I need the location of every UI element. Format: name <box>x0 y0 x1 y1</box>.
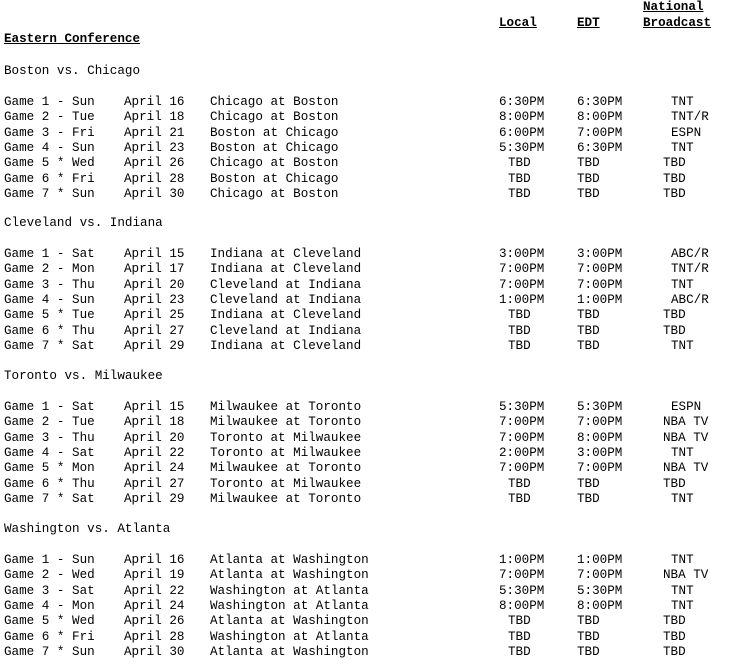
edt-time: 8:00PM <box>577 110 623 125</box>
local-time: TBD <box>508 644 531 659</box>
game-date: April 15 <box>124 247 185 261</box>
game-number: Game 5 * Wed <box>4 156 95 171</box>
edt-time: TBD <box>577 323 600 338</box>
broadcast: NBA TV <box>663 430 709 445</box>
game-date: April 21 <box>124 125 185 140</box>
local-time: 8:00PM <box>499 110 545 125</box>
game-number: Game 6 * Thu <box>4 476 95 491</box>
local-header: Local <box>499 16 537 30</box>
local-time: 6:00PM <box>499 125 545 140</box>
local-time: 3:00PM <box>499 247 545 261</box>
local-time: 6:30PM <box>499 95 545 109</box>
edt-time: 7:00PM <box>577 125 623 140</box>
game-number: Game 3 - Thu <box>4 430 95 445</box>
local-time: TBD <box>508 614 531 629</box>
local-time: 5:30PM <box>499 583 545 598</box>
game-matchup: Toronto at Milwaukee <box>210 445 362 460</box>
game-date: April 18 <box>124 110 185 125</box>
game-matchup: Cleveland at Indiana <box>210 292 362 307</box>
game-matchup: Indiana at Cleveland <box>210 262 362 277</box>
broadcast: NBA TV <box>663 461 709 476</box>
game-number: Game 4 - Sat <box>4 445 95 460</box>
edt-time: TBD <box>577 186 600 201</box>
game-date: April 29 <box>124 338 185 353</box>
edt-time: TBD <box>577 644 600 659</box>
game-matchup: Cleveland at Indiana <box>210 277 362 292</box>
edt-time: TBD <box>577 476 600 491</box>
game-date: April 22 <box>124 583 185 598</box>
series-title: Boston vs. Chicago <box>4 64 141 78</box>
game-number: Game 1 - Sun <box>4 553 95 567</box>
game-date: April 27 <box>124 323 185 338</box>
game-number: Game 2 - Wed <box>4 568 95 583</box>
broadcast: TBD <box>663 476 686 491</box>
local-time: 2:00PM <box>499 445 545 460</box>
game-date: April 17 <box>124 262 185 277</box>
game-number: Game 4 - Sun <box>4 292 95 307</box>
local-time: TBD <box>508 186 531 201</box>
game-number: Game 7 * Sun <box>4 644 95 659</box>
game-date: April 25 <box>124 308 185 323</box>
local-time: TBD <box>508 338 531 353</box>
edt-time: 5:30PM <box>577 583 623 598</box>
game-date: April 18 <box>124 415 185 430</box>
edt-time: TBD <box>577 308 600 323</box>
game-matchup: Atlanta at Washington <box>210 568 369 583</box>
game-number: Game 1 - Sun <box>4 95 95 109</box>
game-matchup: Chicago at Boston <box>210 95 339 109</box>
edt-time: TBD <box>577 171 600 186</box>
national-header-line1: National <box>643 0 704 14</box>
game-date: April 23 <box>124 292 185 307</box>
game-date: April 26 <box>124 614 185 629</box>
game-number: Game 1 - Sat <box>4 247 95 261</box>
game-number: Game 3 - Thu <box>4 277 95 292</box>
game-date: April 30 <box>124 186 185 201</box>
local-time: 8:00PM <box>499 598 545 613</box>
series-title: Washington vs. Atlanta <box>4 522 171 536</box>
broadcast: TBD <box>663 156 686 171</box>
edt-time: 3:00PM <box>577 247 623 261</box>
game-matchup: Atlanta at Washington <box>210 644 369 659</box>
broadcast: TNT <box>671 598 694 613</box>
game-number: Game 6 * Fri <box>4 171 95 186</box>
broadcast: NBA TV <box>663 568 709 583</box>
game-number: Game 6 * Thu <box>4 323 95 338</box>
game-date: April 15 <box>124 400 185 414</box>
local-time: TBD <box>508 323 531 338</box>
edt-time: TBD <box>577 156 600 171</box>
broadcast: ESPN <box>671 125 702 140</box>
game-date: April 16 <box>124 95 185 109</box>
local-time: 1:00PM <box>499 553 545 567</box>
game-matchup: Washington at Atlanta <box>210 598 369 613</box>
game-matchup: Indiana at Cleveland <box>210 247 362 261</box>
game-number: Game 6 * Fri <box>4 629 95 644</box>
edt-time: 7:00PM <box>577 415 623 430</box>
edt-time: 1:00PM <box>577 292 623 307</box>
game-date: April 22 <box>124 445 185 460</box>
game-date: April 28 <box>124 171 185 186</box>
broadcast: ABC/R <box>671 292 709 307</box>
broadcast: TNT/R <box>671 110 709 125</box>
local-time: 1:00PM <box>499 292 545 307</box>
game-matchup: Milwaukee at Toronto <box>210 415 362 430</box>
game-number: Game 5 * Wed <box>4 614 95 629</box>
series-title: Toronto vs. Milwaukee <box>4 369 163 383</box>
local-time: TBD <box>508 629 531 644</box>
game-date: April 27 <box>124 476 185 491</box>
edt-time: 3:00PM <box>577 445 623 460</box>
local-time: 7:00PM <box>499 568 545 583</box>
local-time: TBD <box>508 156 531 171</box>
game-number: Game 5 * Tue <box>4 308 95 323</box>
broadcast: TNT <box>671 583 694 598</box>
game-matchup: Boston at Chicago <box>210 140 339 155</box>
game-number: Game 7 * Sat <box>4 338 95 353</box>
local-time: TBD <box>508 171 531 186</box>
game-matchup: Washington at Atlanta <box>210 629 369 644</box>
edt-time: 1:00PM <box>577 553 623 567</box>
edt-header: EDT <box>577 16 600 30</box>
game-number: Game 7 * Sat <box>4 491 95 506</box>
edt-time: TBD <box>577 338 600 353</box>
broadcast: NBA TV <box>663 415 709 430</box>
game-number: Game 3 - Sat <box>4 583 95 598</box>
broadcast: ABC/R <box>671 247 709 261</box>
game-matchup: Boston at Chicago <box>210 125 339 140</box>
edt-time: 8:00PM <box>577 598 623 613</box>
game-matchup: Indiana at Cleveland <box>210 308 362 323</box>
game-matchup: Chicago at Boston <box>210 110 339 125</box>
broadcast: TBD <box>663 644 686 659</box>
broadcast: ESPN <box>671 400 702 414</box>
broadcast: TNT <box>671 140 694 155</box>
local-time: TBD <box>508 491 531 506</box>
game-date: April 28 <box>124 629 185 644</box>
game-date: April 20 <box>124 430 185 445</box>
edt-time: TBD <box>577 614 600 629</box>
broadcast: TNT <box>671 95 694 109</box>
broadcast: TNT <box>671 491 694 506</box>
game-date: April 30 <box>124 644 185 659</box>
game-matchup: Washington at Atlanta <box>210 583 369 598</box>
broadcast: TBD <box>663 629 686 644</box>
local-time: TBD <box>508 308 531 323</box>
game-matchup: Toronto at Milwaukee <box>210 430 362 445</box>
game-matchup: Atlanta at Washington <box>210 614 369 629</box>
edt-time: 6:30PM <box>577 95 623 109</box>
game-date: April 24 <box>124 598 185 613</box>
edt-time: 6:30PM <box>577 140 623 155</box>
broadcast: TBD <box>663 171 686 186</box>
game-matchup: Toronto at Milwaukee <box>210 476 362 491</box>
broadcast: TNT/R <box>671 262 709 277</box>
game-date: April 26 <box>124 156 185 171</box>
broadcast: TBD <box>663 614 686 629</box>
game-matchup: Chicago at Boston <box>210 156 339 171</box>
game-number: Game 5 * Mon <box>4 461 95 476</box>
game-matchup: Atlanta at Washington <box>210 553 369 567</box>
edt-time: 7:00PM <box>577 277 623 292</box>
local-time: 5:30PM <box>499 140 545 155</box>
conference-title: Eastern Conference <box>4 32 141 46</box>
game-matchup: Milwaukee at Toronto <box>210 491 362 506</box>
broadcast: TNT <box>671 445 694 460</box>
game-matchup: Milwaukee at Toronto <box>210 400 362 414</box>
local-time: 7:00PM <box>499 277 545 292</box>
game-number: Game 2 - Tue <box>4 110 95 125</box>
game-matchup: Milwaukee at Toronto <box>210 461 362 476</box>
game-matchup: Cleveland at Indiana <box>210 323 362 338</box>
game-date: April 23 <box>124 140 185 155</box>
broadcast: TNT <box>671 277 694 292</box>
edt-time: 7:00PM <box>577 461 623 476</box>
game-matchup: Boston at Chicago <box>210 171 339 186</box>
series-title: Cleveland vs. Indiana <box>4 216 163 230</box>
edt-time: TBD <box>577 491 600 506</box>
game-number: Game 4 - Sun <box>4 140 95 155</box>
broadcast: TBD <box>663 323 686 338</box>
edt-time: 8:00PM <box>577 430 623 445</box>
game-date: April 16 <box>124 553 185 567</box>
game-date: April 29 <box>124 491 185 506</box>
game-date: April 24 <box>124 461 185 476</box>
local-time: 7:00PM <box>499 430 545 445</box>
game-date: April 19 <box>124 568 185 583</box>
edt-time: 7:00PM <box>577 262 623 277</box>
game-matchup: Indiana at Cleveland <box>210 338 362 353</box>
edt-time: TBD <box>577 629 600 644</box>
national-header-line2: Broadcast <box>643 16 712 30</box>
local-time: TBD <box>508 476 531 491</box>
local-time: 7:00PM <box>499 461 545 476</box>
edt-time: 5:30PM <box>577 400 623 414</box>
game-number: Game 1 - Sat <box>4 400 95 414</box>
broadcast: TBD <box>663 308 686 323</box>
broadcast: TNT <box>671 553 694 567</box>
game-date: April 20 <box>124 277 185 292</box>
local-time: 5:30PM <box>499 400 545 414</box>
game-matchup: Chicago at Boston <box>210 186 339 201</box>
game-number: Game 4 - Mon <box>4 598 95 613</box>
game-number: Game 2 - Mon <box>4 262 95 277</box>
edt-time: 7:00PM <box>577 568 623 583</box>
local-time: 7:00PM <box>499 262 545 277</box>
broadcast: TBD <box>663 186 686 201</box>
broadcast: TNT <box>671 338 694 353</box>
game-number: Game 2 - Tue <box>4 415 95 430</box>
game-number: Game 3 - Fri <box>4 125 95 140</box>
local-time: 7:00PM <box>499 415 545 430</box>
game-number: Game 7 * Sun <box>4 186 95 201</box>
